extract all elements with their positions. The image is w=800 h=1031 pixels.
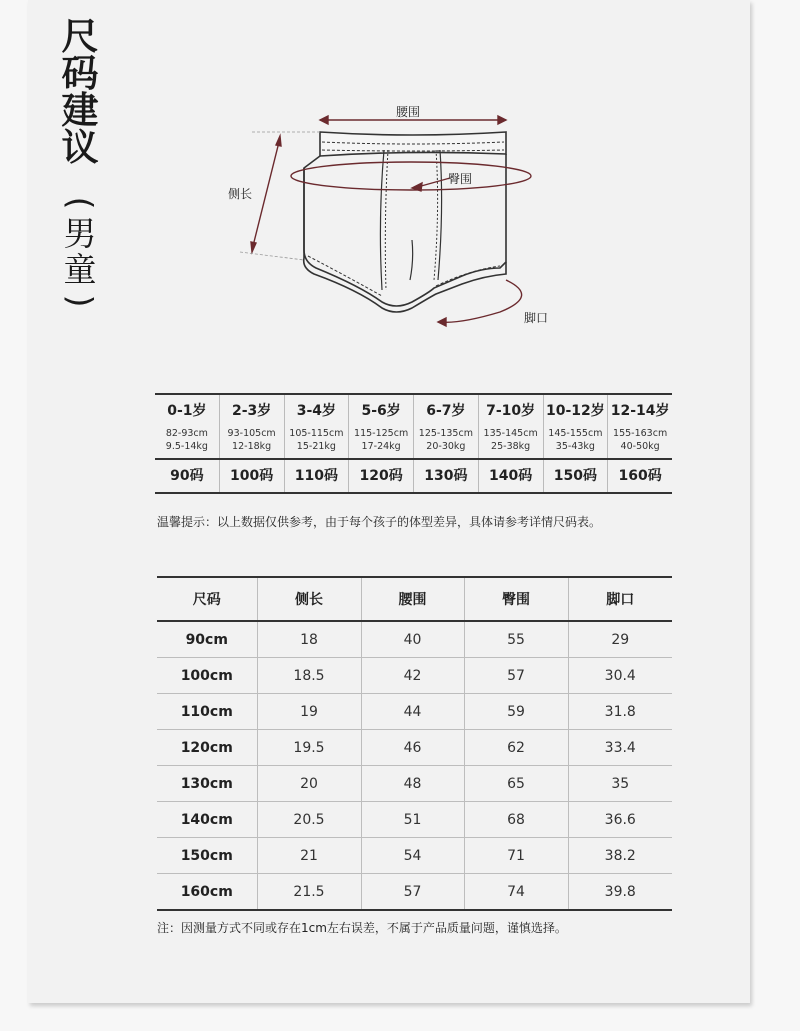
size-code-cell: 160码: [607, 460, 672, 492]
size-cell: 150cm: [157, 838, 257, 874]
table-row: [157, 658, 672, 694]
title-char: 议: [61, 126, 99, 169]
value-cell: 21.5: [257, 874, 361, 911]
size-code-cell: 130码: [413, 460, 478, 492]
height-weight-cell: [219, 425, 284, 458]
size-cell: 90cm: [157, 621, 257, 658]
size-code-cell: 120码: [348, 460, 413, 492]
age-cell: 6-7岁: [413, 395, 478, 425]
title-char: 码: [61, 52, 99, 95]
age-cell: 12-14岁: [607, 395, 672, 425]
subtitle-char: 男: [63, 214, 97, 253]
subtitle-char: 童: [63, 250, 97, 289]
height-range: 155-163cm: [613, 428, 668, 439]
height-range: 135-145cm: [483, 428, 538, 439]
table-row: [157, 621, 672, 658]
size-cell: 130cm: [157, 766, 257, 802]
weight-range: 35-43kg: [555, 441, 595, 452]
size-code-cell: 140码: [478, 460, 543, 492]
size-code-cell: 150码: [543, 460, 608, 492]
weight-range: 17-24kg: [361, 441, 401, 452]
value-cell: 40: [361, 621, 464, 658]
weight-range: 40-50kg: [620, 441, 660, 452]
value-cell: 29: [568, 621, 672, 658]
value-cell: 33.4: [568, 730, 672, 766]
height-weight-cell: [413, 425, 478, 458]
measurement-table: [157, 576, 672, 911]
value-cell: 18: [257, 621, 361, 658]
value-cell: 31.8: [568, 694, 672, 730]
subtitle-paren-open: (: [61, 196, 100, 210]
value-cell: 35: [568, 766, 672, 802]
height-range: 115-125cm: [354, 428, 409, 439]
value-cell: 59: [464, 694, 568, 730]
age-cell: 2-3岁: [219, 395, 284, 425]
weight-range: 25-38kg: [491, 441, 531, 452]
value-cell: 21: [257, 838, 361, 874]
header-leg-opening: 脚口: [568, 577, 672, 621]
value-cell: 19.5: [257, 730, 361, 766]
value-cell: 54: [361, 838, 464, 874]
leg-opening-label: 脚口: [524, 311, 549, 325]
table-row: [157, 802, 672, 838]
table-row: [157, 694, 672, 730]
value-cell: 46: [361, 730, 464, 766]
size-cell: 160cm: [157, 874, 257, 911]
height-range: 125-135cm: [418, 428, 473, 439]
value-cell: 62: [464, 730, 568, 766]
value-cell: 57: [361, 874, 464, 911]
height-weight-cell: [607, 425, 672, 458]
side-length-label: 侧长: [228, 187, 253, 201]
value-cell: 42: [361, 658, 464, 694]
value-cell: 74: [464, 874, 568, 911]
reference-tip: 温馨提示：以上数据仅供参考，由于每个孩子的体型差异，具体请参考详情尺码表。: [157, 515, 602, 529]
shorts-diagram: [200, 90, 560, 340]
age-cell: 5-6岁: [348, 395, 413, 425]
title-char: 尺: [61, 15, 99, 58]
value-cell: 51: [361, 802, 464, 838]
value-cell: 39.8: [568, 874, 672, 911]
size-cell: 120cm: [157, 730, 257, 766]
value-cell: 30.4: [568, 658, 672, 694]
value-cell: 20.5: [257, 802, 361, 838]
table-row: [157, 766, 672, 802]
table-header-row: [157, 577, 672, 621]
height-weight-cell: [348, 425, 413, 458]
header-side-length: 侧长: [257, 577, 361, 621]
header-hip: 臀围: [464, 577, 568, 621]
value-cell: 20: [257, 766, 361, 802]
subtitle-paren-close: ): [61, 294, 100, 308]
value-cell: 55: [464, 621, 568, 658]
weight-range: 12-18kg: [232, 441, 272, 452]
weight-range: 9.5-14kg: [165, 441, 208, 452]
value-cell: 44: [361, 694, 464, 730]
table-row: [157, 838, 672, 874]
age-cell: 7-10岁: [478, 395, 543, 425]
age-cell: 10-12岁: [543, 395, 608, 425]
size-cell: 140cm: [157, 802, 257, 838]
size-code-cell: 110码: [284, 460, 349, 492]
value-cell: 38.2: [568, 838, 672, 874]
height-range: 93-105cm: [227, 428, 276, 439]
size-cell: 110cm: [157, 694, 257, 730]
age-cell: 0-1岁: [167, 403, 207, 419]
value-cell: 65: [464, 766, 568, 802]
header-waist: 腰围: [361, 577, 464, 621]
height-weight-cell: [478, 425, 543, 458]
value-cell: 19: [257, 694, 361, 730]
height-weight-cell: [543, 425, 608, 458]
hip-label: 臀围: [448, 172, 473, 186]
height-range: 105-115cm: [289, 428, 344, 439]
height-range: 82-93cm: [165, 428, 208, 439]
weight-range: 20-30kg: [426, 441, 466, 452]
page-subtitle: [58, 190, 102, 314]
age-cell: 3-4岁: [284, 395, 349, 425]
value-cell: 18.5: [257, 658, 361, 694]
waist-label: 腰围: [396, 105, 421, 119]
title-char: 建: [61, 89, 99, 132]
value-cell: 68: [464, 802, 568, 838]
size-code-cell: 90码: [170, 468, 204, 484]
table-row: [157, 730, 672, 766]
table-row: [157, 874, 672, 911]
header-size: 尺码: [157, 577, 257, 621]
measurement-note: 注：因测量方式不同或存在1cm左右误差，不属于产品质量问题，谨慎选择。: [157, 921, 567, 935]
value-cell: 57: [464, 658, 568, 694]
height-range: 145-155cm: [548, 428, 603, 439]
value-cell: 71: [464, 838, 568, 874]
page-title: [58, 15, 102, 169]
age-size-table: [155, 393, 672, 494]
height-weight-cell: [284, 425, 349, 458]
value-cell: 36.6: [568, 802, 672, 838]
value-cell: 48: [361, 766, 464, 802]
height-weight-cell: [155, 425, 219, 458]
size-code-cell: 100码: [219, 460, 284, 492]
size-cell: 100cm: [157, 658, 257, 694]
weight-range: 15-21kg: [296, 441, 336, 452]
